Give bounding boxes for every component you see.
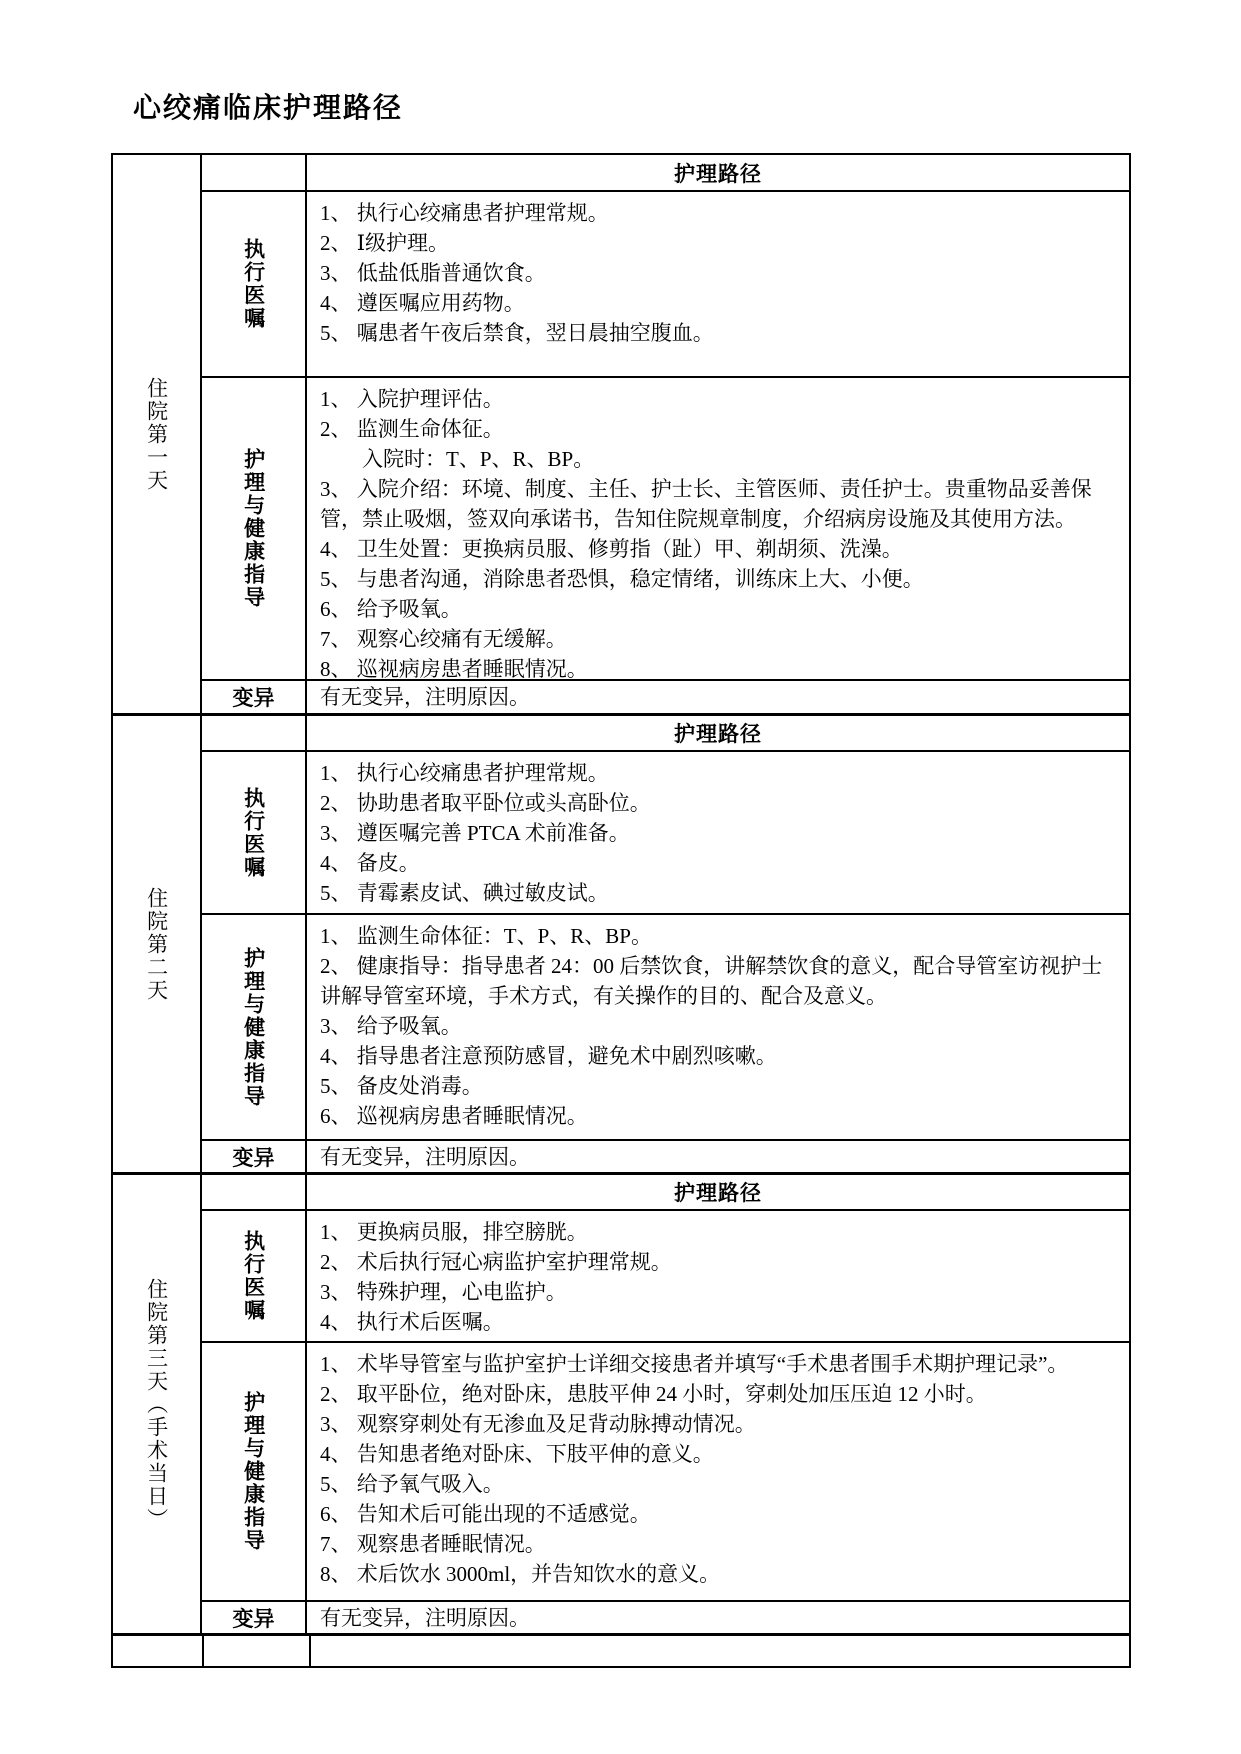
- day2-orders-label: 执行医嘱: [241, 786, 266, 879]
- list-item: 1、 入院护理评估。: [320, 387, 504, 411]
- list-item: 3、 给予吸氧。: [320, 1014, 462, 1038]
- day3-variation-row: [202, 1600, 1129, 1633]
- section-day1: [113, 155, 1129, 713]
- day1-variation-row: [202, 679, 1129, 713]
- list-item: 5、 与患者沟通，消除患者恐惧，稳定情绪，训练床上大、小便。: [320, 567, 924, 591]
- bottom-empty-cell-1: [113, 1636, 204, 1666]
- day2-orders-list: [307, 752, 1129, 913]
- list-item: 4、 备皮。: [320, 851, 420, 875]
- day3-header-title: 护理路径: [674, 1181, 762, 1205]
- day2-label-cell: [113, 716, 202, 1172]
- day1-guidance-label-cell: [202, 378, 307, 679]
- bottom-empty-cell-2: [204, 1636, 311, 1666]
- section-day2: [113, 713, 1129, 1172]
- day3-variation-label: 变异: [202, 1602, 307, 1633]
- list-item: 8、 巡视病房患者睡眠情况。: [320, 657, 588, 679]
- day3-guidance-label-cell: [202, 1343, 307, 1600]
- list-item: 8、 术后饮水 3000ml，并告知饮水的意义。: [320, 1562, 721, 1586]
- list-item: 7、 观察患者睡眠情况。: [320, 1532, 546, 1556]
- day3-label: 住院第三天（手术当日）: [144, 1277, 169, 1531]
- list-item: 4、 指导患者注意预防感冒，避免术中剧烈咳嗽。: [320, 1044, 777, 1068]
- day1-header-row: [202, 155, 1129, 190]
- list-item: 3、 入院介绍：环境、制度、主任、护士长、主管医师、责任护士。贵重物品妥善保管，禁止吸烟，签双向承诺书，告知住院规章制度，介绍病房设施及其使用方法。: [320, 477, 1092, 531]
- list-item: 3、 观察穿刺处有无渗血及足背动脉搏动情况。: [320, 1412, 756, 1436]
- list-item: 7、 观察心绞痛有无缓解。: [320, 627, 567, 651]
- day2-variation-label: 变异: [202, 1141, 307, 1172]
- day1-variation-label: 变异: [202, 681, 307, 713]
- day1-guidance-label: 护理与健康指导: [241, 448, 266, 609]
- day1-orders-row: [202, 190, 1129, 376]
- day1-rows: [202, 155, 1129, 713]
- list-item: 4、 执行术后医嘱。: [320, 1310, 504, 1334]
- day3-guidance-label: 护理与健康指导: [241, 1391, 266, 1552]
- day1-orders-label: 执行医嘱: [241, 238, 266, 330]
- list-item: 2、 Ⅰ级护理。: [320, 231, 450, 255]
- list-item: 6、 告知术后可能出现的不适感觉。: [320, 1502, 651, 1526]
- list-item: 5、 青霉素皮试、碘过敏皮试。: [320, 881, 609, 905]
- list-item: 1、 更换病员服，排空膀胱。: [320, 1220, 588, 1244]
- day1-orders-label-cell: [202, 192, 307, 376]
- day3-orders-label: 执行医嘱: [241, 1230, 266, 1322]
- day2-guidance-list: [307, 915, 1129, 1139]
- list-item: 5、 嘱患者午夜后禁食，翌日晨抽空腹血。: [320, 321, 714, 345]
- list-item: 1、 执行心绞痛患者护理常规。: [320, 201, 609, 225]
- day3-rows: [202, 1175, 1129, 1633]
- list-item: 1、 术毕导管室与监护室护士详细交接患者并填写“手术患者围手术期护理记录”。: [320, 1352, 1069, 1376]
- day2-guidance-row: [202, 913, 1129, 1139]
- day2-orders-row: [202, 750, 1129, 913]
- day2-header-empty-cell: [202, 716, 307, 750]
- list-item: 入院时：T、P、R、BP。: [320, 447, 595, 471]
- list-item: 2、 协助患者取平卧位或头高卧位。: [320, 791, 651, 815]
- list-item: 1、 监测生命体征：T、P、R、BP。: [320, 924, 652, 948]
- list-item: 2、 术后执行冠心病监护室护理常规。: [320, 1250, 672, 1274]
- day2-header-title: 护理路径: [674, 722, 762, 746]
- bottom-empty-row: [113, 1633, 1129, 1666]
- list-item: 2、 监测生命体征。: [320, 417, 504, 441]
- list-item: 6、 巡视病房患者睡眠情况。: [320, 1104, 588, 1128]
- day1-label-cell: [113, 155, 202, 713]
- day1-label: 住院第一天: [144, 376, 169, 492]
- list-item: 4、 告知患者绝对卧床、下肢平伸的意义。: [320, 1442, 714, 1466]
- day1-orders-list: [307, 192, 1129, 376]
- day2-variation-row: [202, 1139, 1129, 1172]
- day2-header-row: [202, 716, 1129, 750]
- day2-guidance-label-cell: [202, 915, 307, 1139]
- day2-orders-label-cell: [202, 752, 307, 913]
- day3-header-row: [202, 1175, 1129, 1209]
- day1-variation-text: 有无变异，注明原因。: [320, 685, 530, 709]
- list-item: 1、 执行心绞痛患者护理常规。: [320, 761, 609, 785]
- day3-header-empty-cell: [202, 1175, 307, 1209]
- day1-header-title: 护理路径: [674, 161, 762, 186]
- day3-variation-text: 有无变异，注明原因。: [320, 1605, 530, 1630]
- list-item: 3、 特殊护理，心电监护。: [320, 1280, 567, 1304]
- day3-guidance-row: [202, 1341, 1129, 1600]
- day1-guidance-list: [307, 378, 1129, 679]
- list-item: 5、 备皮处消毒。: [320, 1074, 483, 1098]
- list-item: 6、 给予吸氧。: [320, 597, 462, 621]
- day2-label: 住院第二天: [144, 886, 169, 1002]
- list-item: 3、 遵医嘱完善 PTCA 术前准备。: [320, 821, 630, 845]
- clinical-pathway-table: [111, 153, 1131, 1668]
- day2-guidance-label: 护理与健康指导: [241, 946, 266, 1108]
- day3-orders-row: [202, 1209, 1129, 1341]
- day3-orders-list: [307, 1211, 1129, 1341]
- day1-guidance-row: [202, 376, 1129, 679]
- bottom-empty-cell-3: [311, 1636, 1129, 1666]
- list-item: 2、 取平卧位，绝对卧床，患肢平伸 24 小时，穿刺处加压压迫 12 小时。: [320, 1382, 987, 1406]
- day2-variation-text: 有无变异，注明原因。: [320, 1144, 530, 1169]
- day2-rows: [202, 716, 1129, 1172]
- list-item: 5、 给予氧气吸入。: [320, 1472, 504, 1496]
- list-item: 3、 低盐低脂普通饮食。: [320, 261, 546, 285]
- day1-header-empty-cell: [202, 155, 307, 190]
- section-day3: [113, 1172, 1129, 1633]
- list-item: 2、 健康指导：指导患者 24：00 后禁饮食，讲解禁饮食的意义，配合导管室访视护士讲解导管室环境，手术方式，有关操作的目的、配合及意义。: [320, 954, 1103, 1008]
- day3-label-cell: [113, 1175, 202, 1633]
- page-title: 心绞痛临床护理路径: [133, 93, 404, 124]
- list-item: 4、 卫生处置：更换病员服、修剪指（趾）甲、剃胡须、洗澡。: [320, 537, 903, 561]
- list-item: 4、 遵医嘱应用药物。: [320, 291, 525, 315]
- day3-guidance-list: [307, 1343, 1129, 1600]
- day3-orders-label-cell: [202, 1211, 307, 1341]
